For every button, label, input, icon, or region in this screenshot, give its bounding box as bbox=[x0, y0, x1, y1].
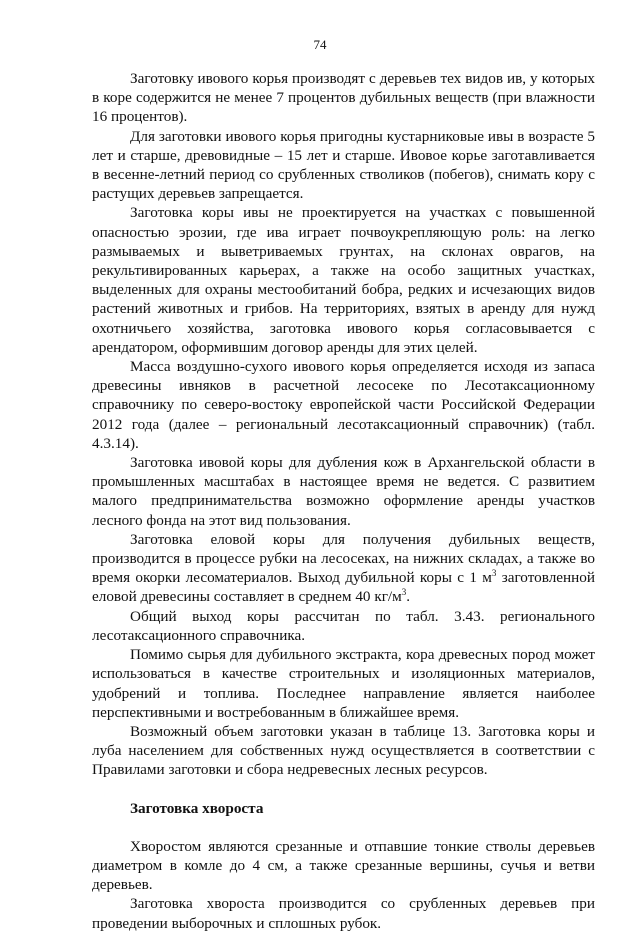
page-content bbox=[92, 69, 595, 933]
cubic-superscript-1: 3 bbox=[491, 568, 497, 579]
paragraph-brushwood-definition: Хворостом являются срезанные и отпавшие тонкие стволы деревьев диаметром в комле до 4 см, а также срезанные вершины, сучья и ветви деревьев. bbox=[92, 837, 595, 894]
paragraph-bark-yield: Общий выход коры рассчитан по табл. 3.43. регионального лесотаксационного справочника. bbox=[92, 607, 595, 644]
spruce-bark-text-1: Заготовка еловой коры для получения дубильных веществ, производится в процессе рубки на лесосеках, на нижних складах, а также во время окорки лесоматериалов. Выход дубильной коры с 1 м bbox=[92, 530, 595, 587]
paragraph-erosion-restrictions: Заготовка коры ивы не проектируется на участках с повышенной опасностью эрозии, где ива играет почвоукрепляющую роль: на легко размываемых и выветриваемых грунтах, на склонах оврагов, на рекультивированных карьерах, а также на особо защитных участках, выделенных для охраны местообитаний бобра, редких и исчезающих видов растений животных и грибов. На территориях, взятых в аренду для нужд охотничьего хозяйства, заготовка ивового корья согласовывается с арендатором, оформившим договор аренды для этих целей. bbox=[92, 204, 595, 356]
section-heading-brushwood: Заготовка хвороста bbox=[130, 799, 264, 817]
paragraph-arkhangelsk-tanning: Заготовка ивовой коры для дубления кож в Архангельской области в промышленных масштабах в настоящее время не ведется. С развитием малого предпринимательства возможно оформление аренды участков лесного фонда на этот вид пользования. bbox=[92, 454, 595, 529]
paragraph-willow-bark-species: Заготовку ивового корья производят с деревьев тех видов ив, у которых в коре содержится не менее 7 процентов дубильных веществ (при влажности 16 процентов). bbox=[92, 70, 595, 126]
paragraph-harvest-volume: Возможный объем заготовки указан в таблице 13. Заготовка коры и луба населением для собственных нужд осуществляется в соответствии с Правилами заготовки и сбора недревесных лесных ресурсов. bbox=[92, 722, 595, 779]
paragraph-brushwood-harvest: Заготовка хвороста производится со срубленных деревьев при проведении выборочных и сплошных рубок. bbox=[92, 895, 595, 932]
paragraph-bark-uses: Помимо сырья для дубильного экстракта, кора древесных пород может использоваться в качестве строительных и изоляционных материалов, удобрений и топлива. Последнее направление является наиболее перспективными и востребованным в ближайшее время. bbox=[92, 646, 595, 721]
paragraph-bark-mass: Масса воздушно-сухого ивового корья определяется исходя из запаса древесины ивняков в расчетной лесосеке по Лесотаксационному справочнику по северо-востоку европейской части Российской Федерации 2012 года (далее – региональный лесотаксационный справочник) (табл. 4.3.14). bbox=[92, 358, 595, 452]
page-number: 74 bbox=[313, 37, 327, 52]
paragraph-willow-bark-age: Для заготовки ивового корья пригодны кустарниковые ивы в возрасте 5 лет и старше, древовидные – 15 лет и старше. Ивовое корье заготавливается в весенне-летний период со срубленных стволиков (побегов), снимать кору с растущих деревьев запрещается. bbox=[92, 127, 595, 203]
paragraph-spruce-bark bbox=[92, 530, 595, 607]
spruce-bark-text-3: . bbox=[406, 588, 411, 606]
cubic-superscript-2: 3 bbox=[401, 587, 407, 598]
spruce-bark-text-2: заготовленной еловой древесины составляет в среднем 40 кг/м bbox=[92, 569, 595, 606]
